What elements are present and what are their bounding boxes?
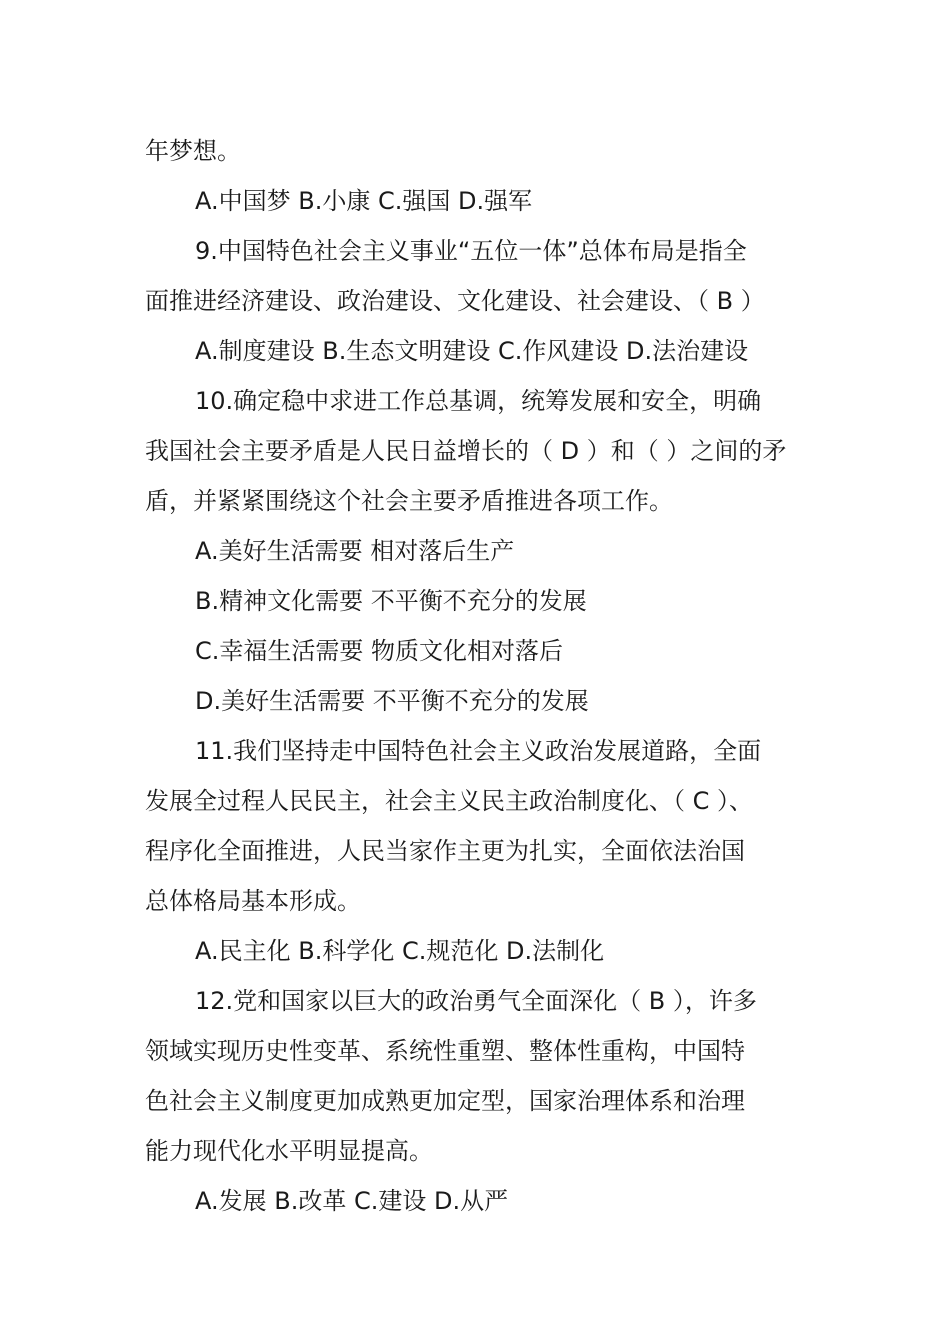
question-line: 9.中国特色社会主义事业“五位一体”总体布局是指全: [195, 237, 747, 265]
text-line: 面推进经济建设、政治建设、文化建设、社会建设、（ B ）: [145, 287, 765, 315]
question-line: 11.我们坚持走中国特色社会主义政治发展道路，全面: [195, 737, 762, 765]
options-line: A.中国梦 B.小康 C.强国 D.强军: [195, 187, 533, 215]
text-line: 我国社会主要矛盾是人民日益增长的（ D ）和（ ）之间的矛: [145, 437, 787, 465]
options-line: A.制度建设 B.生态文明建设 C.作风建设 D.法治建设: [195, 337, 749, 365]
question-line: 10.确定稳中求进工作总基调，统筹发展和安全，明确: [195, 387, 762, 415]
text-line: 领域实现历史性变革、系统性重塑、整体性重构，中国特: [145, 1037, 745, 1065]
option-line: D.美好生活需要 不平衡不充分的发展: [195, 687, 589, 715]
text-line: 色社会主义制度更加成熟更加定型，国家治理体系和治理: [145, 1087, 745, 1115]
option-line: B.精神文化需要 不平衡不充分的发展: [195, 587, 587, 615]
question-line: 12.党和国家以巨大的政治勇气全面深化（ B ），许多: [195, 987, 757, 1015]
text-line: 能力现代化水平明显提高。: [145, 1137, 433, 1165]
options-line: A.发展 B.改革 C.建设 D.从严: [195, 1187, 509, 1215]
options-line: A.民主化 B.科学化 C.规范化 D.法制化: [195, 937, 605, 965]
option-line: C.幸福生活需要 物质文化相对落后: [195, 637, 564, 665]
text-line: 总体格局基本形成。: [145, 887, 361, 915]
document-body: [145, 126, 810, 1226]
text-line: 盾，并紧紧围绕这个社会主要矛盾推进各项工作。: [145, 487, 673, 515]
text-line: 年梦想。: [145, 137, 241, 165]
text-line: 程序化全面推进，人民当家作主更为扎实，全面依法治国: [145, 837, 745, 865]
text-line: 发展全过程人民民主，社会主义民主政治制度化、（ C ）、: [145, 787, 754, 815]
option-line: A.美好生活需要 相对落后生产: [195, 537, 515, 565]
